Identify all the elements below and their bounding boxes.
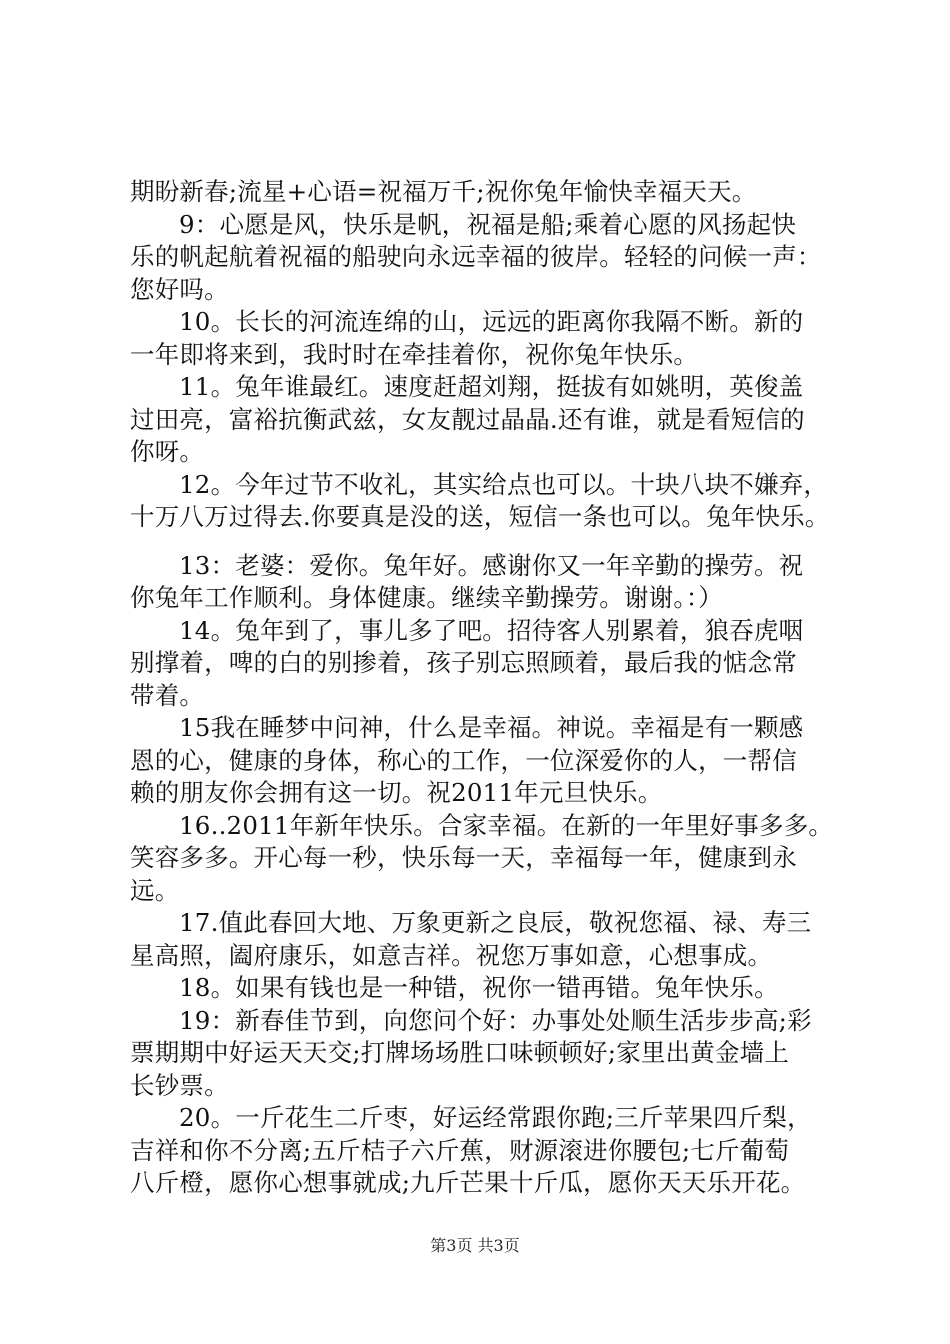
text-line: 赖的朋友你会拥有这一切。祝2011年元旦快乐。 bbox=[130, 778, 663, 807]
text-line: 期盼新春;流星+心语=祝福万千;祝你兔年愉快幸福天天。 bbox=[130, 177, 757, 206]
text-line: 十万八万过得去.你要真是没的送，短信一条也可以。兔年快乐。 bbox=[130, 502, 830, 531]
text-line: 15我在睡梦中问神，什么是幸福。神说。幸福是有一颗感 bbox=[179, 713, 804, 742]
text-line: 12。今年过节不收礼，其实给点也可以。十块八块不嫌弃， bbox=[179, 469, 829, 499]
text-line: 星高照，阖府康乐，如意吉祥。祝您万事如意，心想事成。 bbox=[130, 940, 773, 970]
text-line: 带着。 bbox=[130, 680, 205, 710]
text-line: 别撑着，啤的白的别掺着，孩子别忘照顾着，最后我的惦念常 bbox=[130, 648, 797, 677]
text-line: 13：老婆：爱你。兔年好。感谢你又一年辛勤的操劳。祝 bbox=[179, 550, 804, 580]
text-line: 一年即将来到，我时时在牵挂着你，祝你兔年快乐。 bbox=[130, 339, 699, 369]
text-line: 恩的心，健康的身体，称心的工作，一位深爱你的人，一帮信 bbox=[130, 745, 797, 775]
text-line: 17.值此春回大地、万象更新之良辰，敬祝您福、禄、寿三 bbox=[179, 908, 812, 937]
text-line: 10。长长的河流连绵的山，远远的距离你我隔不断。新的 bbox=[179, 307, 804, 336]
text-line: 笑容多多。开心每一秒，快乐每一天，幸福每一年，健康到永 bbox=[130, 843, 797, 872]
page-footer: 第3页 共3页 bbox=[430, 1236, 520, 1255]
paragraph-gap bbox=[130, 534, 845, 550]
text-line: 八斤橙，愿你心想事就成;九斤芒果十斤瓜，愿你天天乐开花。 bbox=[130, 1168, 806, 1197]
text-line: 20。一斤花生二斤枣，好运经常跟你跑;三斤苹果四斤梨， bbox=[179, 1103, 812, 1132]
text-line: 11。兔年谁最红。速度赶超刘翔，挺拔有如姚明，英俊盖 bbox=[179, 372, 804, 401]
text-line: 长钞票。 bbox=[130, 1070, 229, 1100]
text-line: 9：心愿是风，快乐是帆，祝福是船;乘着心愿的风扬起快 bbox=[179, 209, 797, 239]
text-line: 16..2011年新年快乐。合家幸福。在新的一年里好事多多。 bbox=[179, 810, 834, 840]
text-line: 您好吗。 bbox=[130, 274, 229, 304]
text-line: 你兔年工作顺利。身体健康。继续辛勤操劳。谢谢。：） bbox=[130, 583, 723, 612]
text-line: 过田亮，富裕抗衡武兹，女友靓过晶晶.还有谁，就是看短信的 bbox=[130, 404, 805, 434]
text-line: 18。如果有钱也是一种错，祝你一错再错。兔年快乐。 bbox=[179, 973, 779, 1002]
text-line: 14。兔年到了，事儿多了吧。招待客人别累着，狼吞虎咽 bbox=[179, 615, 804, 645]
text-line: 乐的帆起航着祝福的船驶向永远幸福的彼岸。轻轻的问候一声： bbox=[130, 242, 822, 271]
text-line: 19：新春佳节到，向您问个好：办事处处顺生活步步高;彩 bbox=[179, 1005, 812, 1035]
document-body bbox=[130, 176, 845, 1200]
text-line: 你呀。 bbox=[130, 437, 205, 466]
text-line: 票期期中好运天天交;打牌场场胜口味顿顿好;家里出黄金墙上 bbox=[130, 1038, 790, 1067]
text-line: 吉祥和你不分离;五斤桔子六斤蕉，财源滚进你腰包;七斤葡萄 bbox=[130, 1135, 790, 1165]
text-line: 远。 bbox=[130, 875, 180, 905]
